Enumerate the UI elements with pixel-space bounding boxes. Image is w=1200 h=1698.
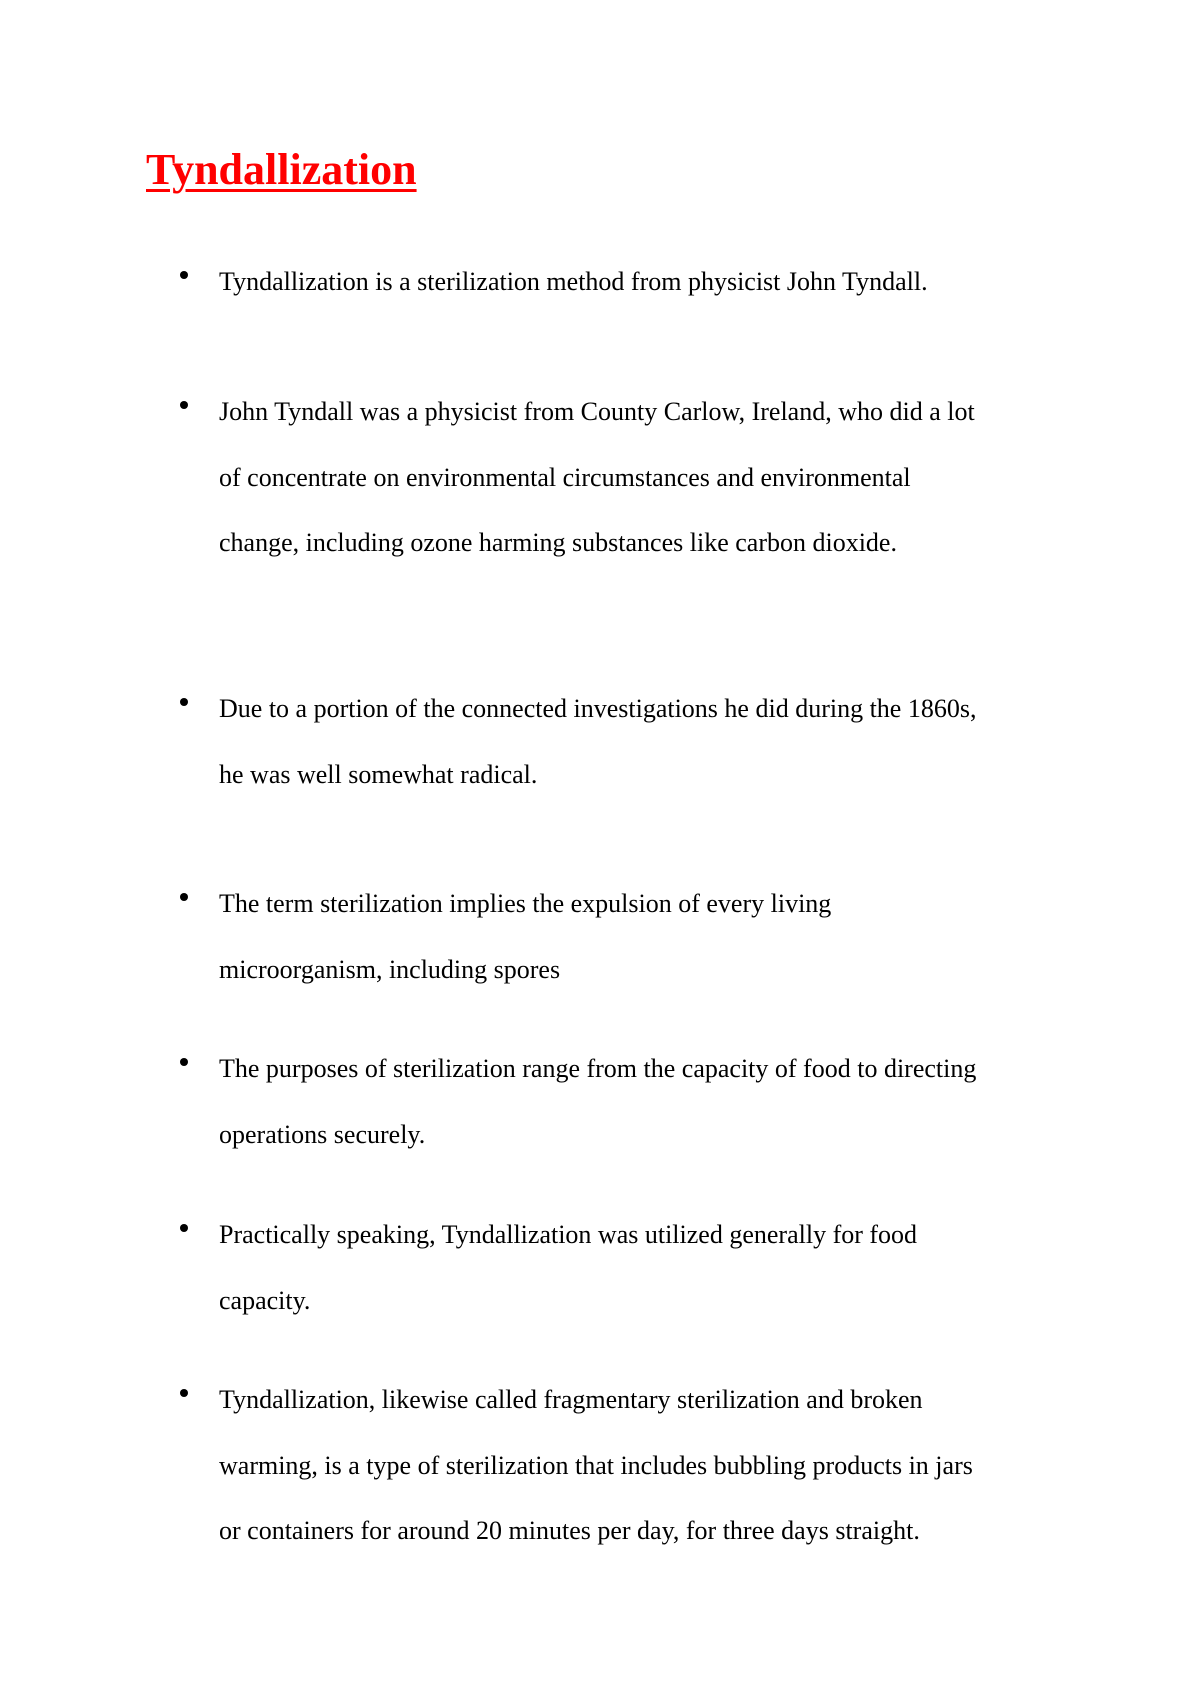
text-line: microorganism, including spores xyxy=(219,954,561,984)
list-item-text xyxy=(219,379,1060,576)
list-item-text xyxy=(219,676,1060,807)
text-line: capacity. xyxy=(219,1285,311,1315)
bullet-icon xyxy=(180,698,188,706)
list-item-text xyxy=(219,871,1060,1002)
list-item-text xyxy=(219,1202,1060,1333)
bullet-icon xyxy=(180,1389,188,1397)
bullet-icon xyxy=(180,401,188,409)
text-line: Tyndallization is a sterilization method from physicist John Tyndall. xyxy=(219,267,928,296)
text-line: operations securely. xyxy=(219,1119,426,1149)
text-line: The term sterilization implies the expulsion of every living xyxy=(219,889,832,918)
text-line: Practically speaking, Tyndallization was utilized generally for food xyxy=(219,1220,918,1249)
list-item-text xyxy=(219,249,1060,315)
text-line: warming, is a type of sterilization that includes bubbling products in jars xyxy=(219,1450,973,1480)
bullet-icon xyxy=(180,1224,188,1232)
list-item-text xyxy=(219,1036,1060,1167)
text-line: he was well somewhat radical. xyxy=(219,759,538,789)
text-line: change, including ozone harming substances like carbon dioxide. xyxy=(219,528,897,557)
text-line: John Tyndall was a physicist from County Carlow, Ireland, who did a lot xyxy=(219,397,975,426)
bullet-icon xyxy=(180,271,188,279)
list-item xyxy=(180,1367,1060,1564)
list-item xyxy=(180,379,1060,576)
text-line: Tyndallization, likewise called fragmentary sterilization and broken xyxy=(219,1385,923,1414)
list-item-text xyxy=(219,1367,1060,1564)
list-item xyxy=(180,676,1060,807)
text-line: of concentrate on environmental circumstances and environmental xyxy=(219,462,911,492)
page-title: Tyndallization xyxy=(146,145,417,194)
list-item xyxy=(180,1036,1060,1167)
text-line: Due to a portion of the connected investigations he did during the 1860s, xyxy=(219,694,977,723)
text-line: or containers for around 20 minutes per day, for three days straight. xyxy=(219,1516,920,1545)
bullet-icon xyxy=(180,893,188,901)
list-item xyxy=(180,871,1060,1002)
text-line: The purposes of sterilization range from the capacity of food to directing xyxy=(219,1054,977,1083)
list-item xyxy=(180,1202,1060,1333)
list-item xyxy=(180,249,1060,315)
bullet-icon xyxy=(180,1058,188,1066)
